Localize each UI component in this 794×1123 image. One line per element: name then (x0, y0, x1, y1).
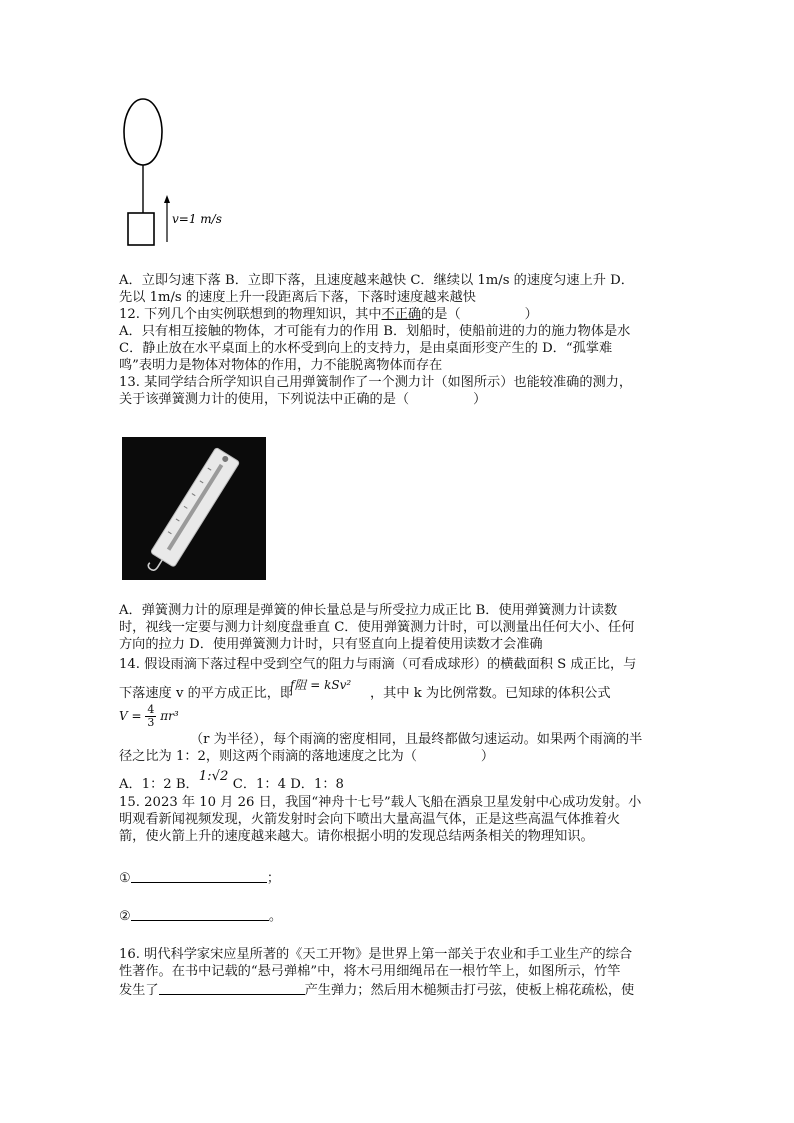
q11-options-line1: A．立即匀速下落 B．立即下落，且速度越来越快 C．继续以 1m/s 的速度匀速上升 D． (119, 273, 634, 288)
q13-options-line1: A．弹簧测力计的原理是弹簧的伸长量总是与所受拉力成正比 B．使用弹簧测力计读数 (119, 603, 618, 618)
q16-line2: 性著作。在书中记载的“悬弓弹棉”中，将木弓用细绳吊在一根竹竿上，如图所示，竹竿 (119, 964, 621, 979)
q15-answer-1: ① ； (119, 868, 280, 887)
answer-blank-1[interactable] (131, 868, 267, 883)
q14-volume-formula: V = $\frac{4}{3}$ πr³ (119, 703, 179, 729)
q15-line1: 15. 2023 年 10 月 26 日，我国“神舟十七号”载人飞船在酒泉卫星发射中心成功发射。小 (119, 795, 642, 810)
q14-line2-post: ，其中 k 为比例常数。已知球的体积公式 (370, 686, 611, 701)
q14-option-b-value: 1:√2 (198, 769, 229, 784)
balloon-figure (118, 95, 238, 255)
q13-options-line3: 方向的拉力 D．使用弹簧测力计时，只有竖直向上提着使用读数才会准确 (119, 637, 543, 652)
q16-line1: 16. 明代科学家宋应星所著的《天工开物》是世界上第一部关于农业和手工业生产的综合 (119, 947, 633, 962)
spring-scale-photo (122, 437, 266, 580)
answer-blank-2[interactable] (131, 906, 269, 921)
q12-stem: 12. 下列几个由实例联想到的物理知识，其中不正确的是（ ） (119, 307, 538, 322)
q16-line3: 发生了 产生弹力；然后用木槌频击打弓弦，使板上棉花疏松，使 (119, 980, 634, 999)
q12-options-line3: 鸣”表明力是物体对物体的作用，力不能脱离物体而存在 (119, 358, 443, 373)
q13-options-line2: 时，视线一定要与测力计刻度盘垂直 C．使用弹簧测力计时，可以测量出任何大小、任何 (119, 620, 635, 635)
answer-blank-3[interactable] (159, 980, 305, 995)
balloon-shape (124, 99, 162, 165)
q14-drag-formula: f阻 = kSv² (290, 678, 352, 692)
box-shape (128, 213, 154, 245)
q14-line4: 径之比为 1：2，则这两个雨滴的落地速度之比为（ ） (119, 749, 495, 764)
q15-line2: 明观看新闻视频发现，火箭发射时会向下喷出大量高温气体，正是这些高温气体推着火 (119, 812, 621, 827)
q13-stem-line2: 关于该弹簧测力计的使用，下列说法中正确的是（ ） (119, 392, 487, 407)
q14-options: A．1：2 B．1:√2C．1：4 D．1：8 (119, 769, 344, 792)
q15-answer-2: ② 。 (119, 906, 282, 925)
q15-line3: 箭，使火箭上升的速度越来越大。请你根据小明的发现总结两条相关的物理知识。 (119, 829, 594, 844)
velocity-label: v=1 m/s (172, 212, 222, 226)
q14-line3: （r 为半径），每个雨滴的密度相同，且最终都做匀速运动。如果两个雨滴的半 (190, 732, 643, 747)
q11-options-line2: 先以 1m/s 的速度上升一段距离后下落，下落时速度越来越快 (119, 290, 476, 305)
q14-line2-pre: 下落速度 v 的平方成正比，即 (119, 686, 294, 701)
q13-stem-line1: 13. 某同学结合所学知识自己用弹簧制作了一个测力计（如图所示）也能较准确的测力， (119, 375, 633, 390)
q12-emphasis: 不正确 (381, 307, 422, 322)
q14-line1: 14. 假设雨滴下落过程中受到空气的阻力与雨滴（可看成球形）的横截面积 S 成正比，与 (119, 657, 637, 672)
q12-options-line2: C．静止放在水平桌面上的水杯受到向上的支持力，是由桌面形变产生的 D．“孤掌难 (119, 341, 613, 356)
q12-options-line1: A．只有相互接触的物体，才可能有力的作用 B．划船时，使船前进的力的施力物体是水 (119, 324, 631, 339)
